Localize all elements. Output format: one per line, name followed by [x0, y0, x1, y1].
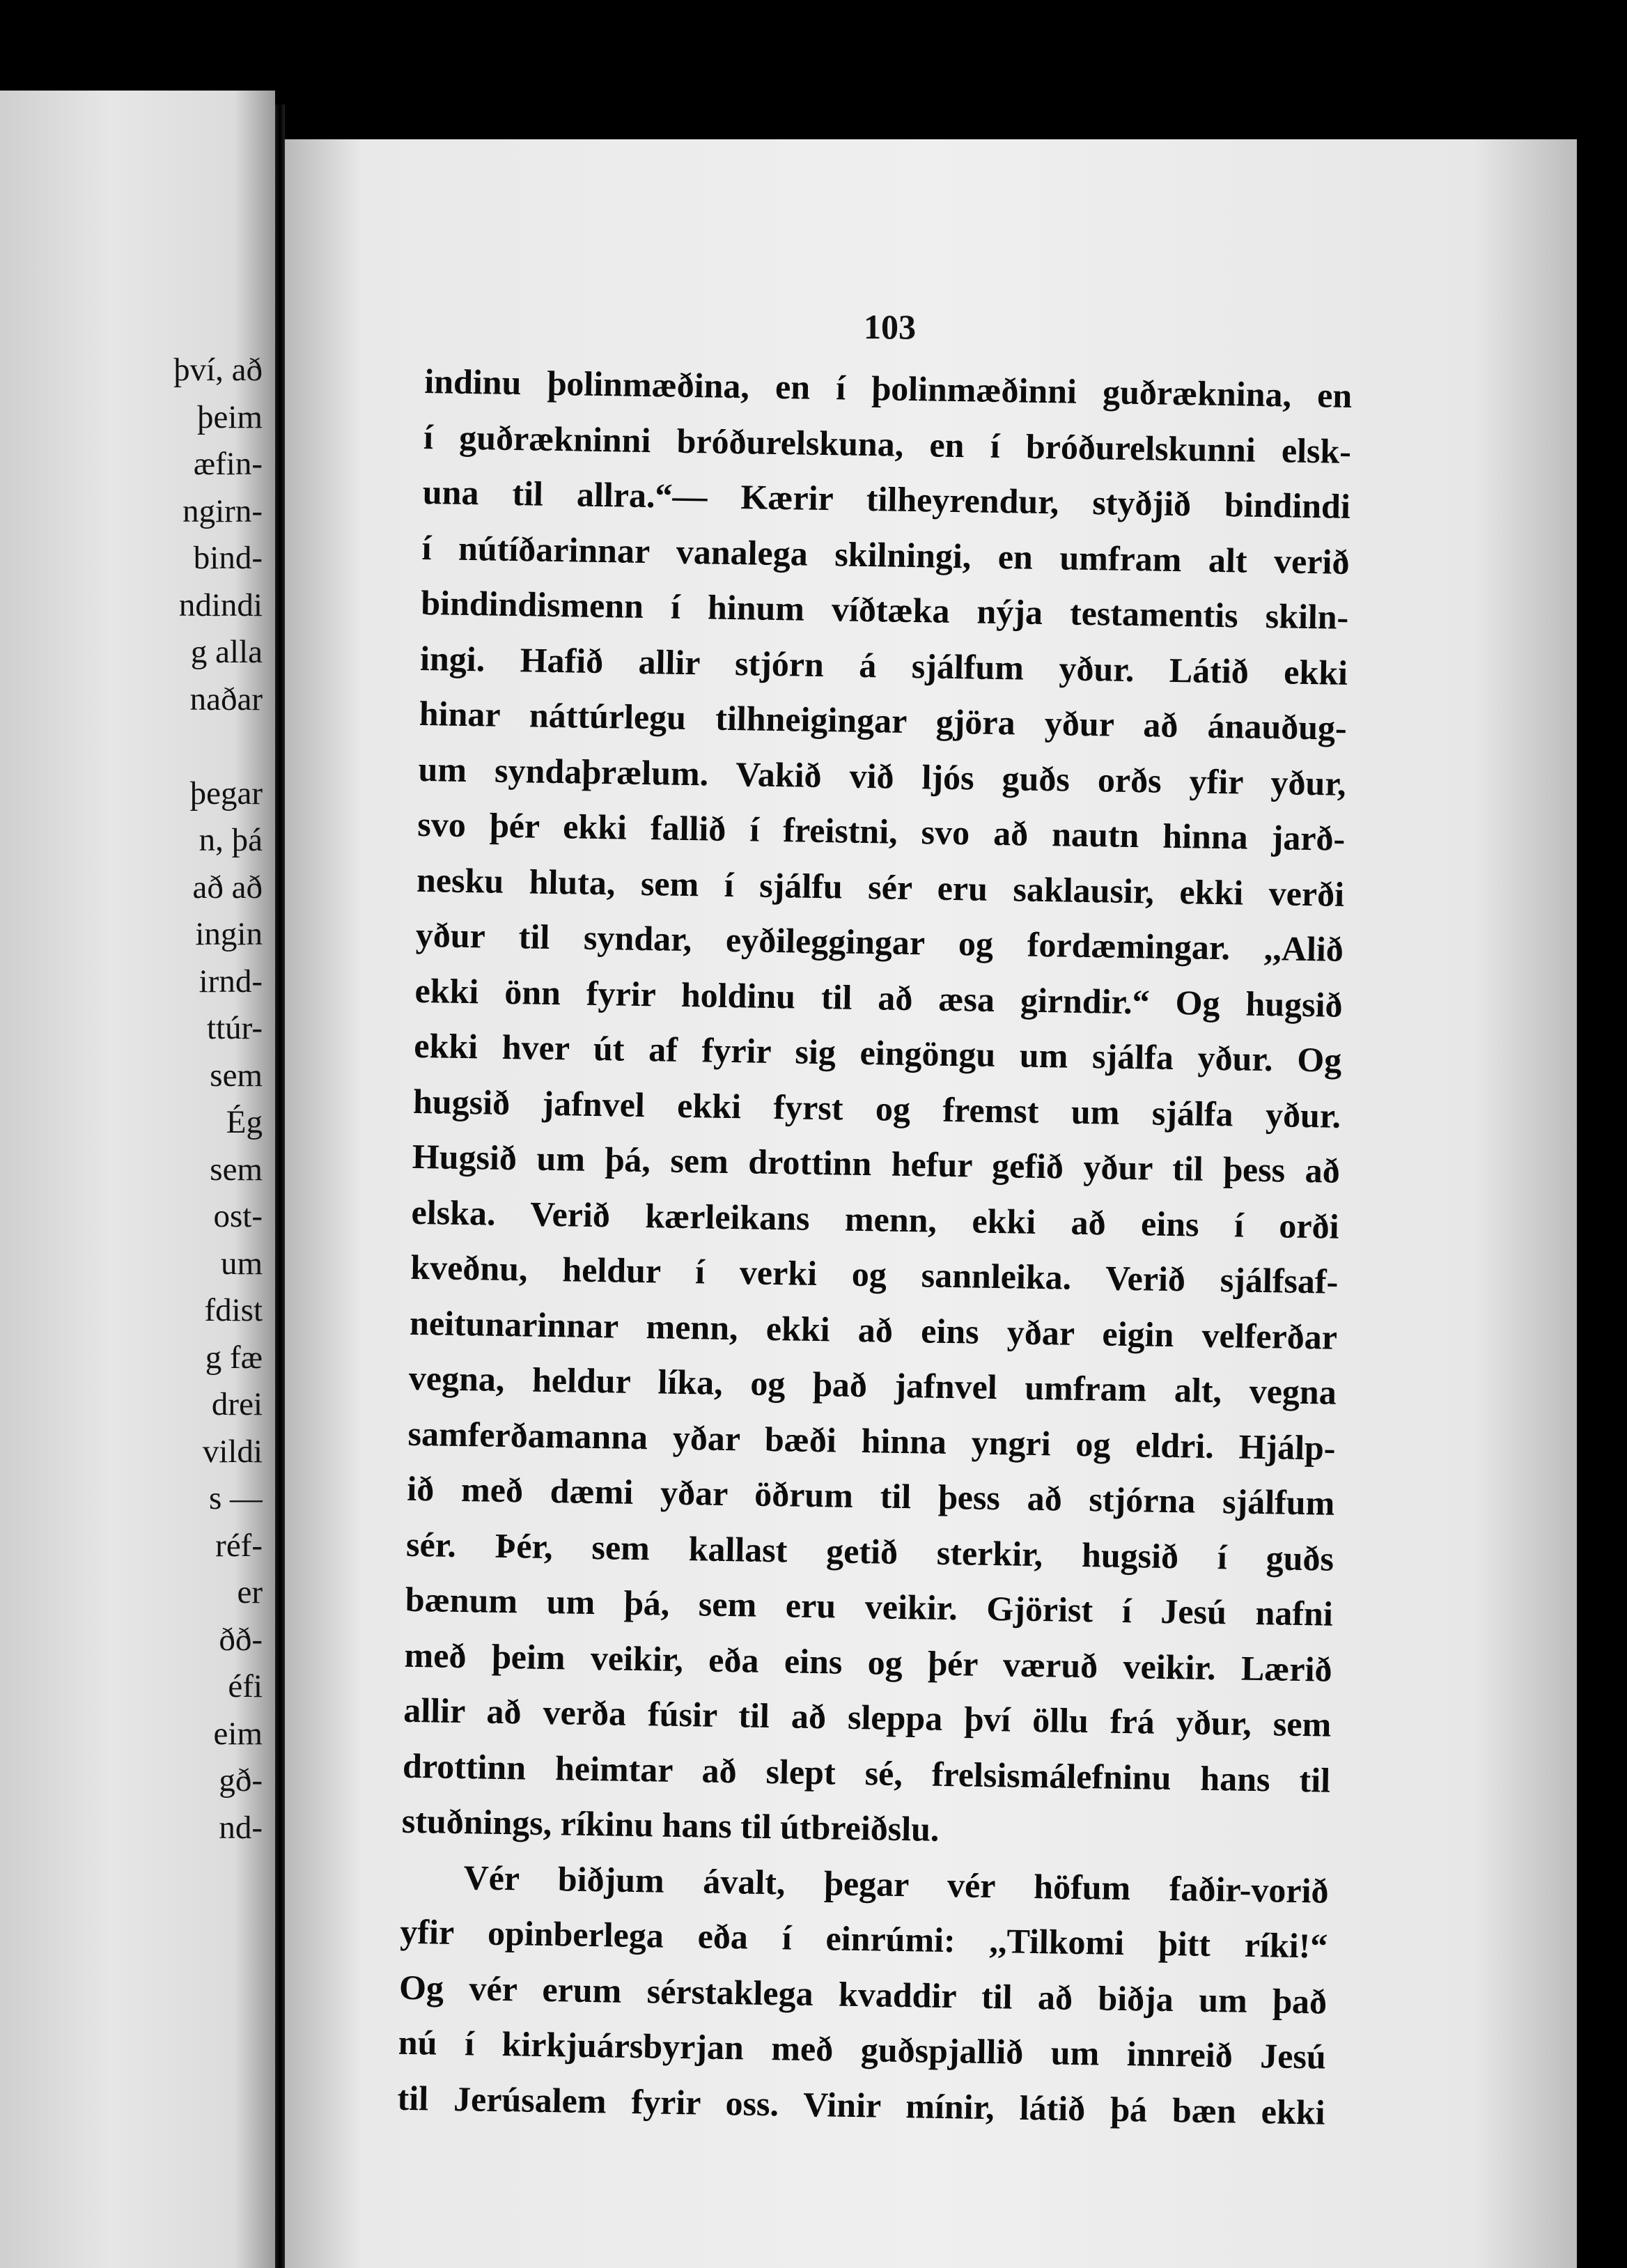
text-line: svo þér ekki fallið í freistni, svo að nautn hinna jarð-: [417, 804, 1346, 858]
previous-page-line: n, þá: [198, 822, 263, 858]
previous-page-line: sem: [210, 1057, 263, 1094]
previous-page-line: þegar: [189, 775, 263, 811]
text-line: allir að verða fúsir til að sleppa því öllu frá yður, sem: [403, 1690, 1332, 1744]
previous-page-line: s —: [208, 1480, 263, 1516]
text-line: til Jerúsalem fyrir oss. Vinir mínir, látið þá bæn ekki: [397, 2078, 1325, 2132]
previous-page-line: að að: [192, 869, 263, 906]
previous-page-line: réf-: [215, 1527, 263, 1564]
text-line: ekki hver út af fyrir sig eingöngu um sjálfa yður. Og: [413, 1025, 1342, 1080]
previous-page-line: ttúr-: [207, 1010, 263, 1046]
text-line: um syndaþrælum. Vakið við ljós guðs orðs yfir yður,: [418, 749, 1346, 803]
previous-page-line: ngirn-: [182, 492, 263, 529]
previous-page-line: [0, 723, 263, 770]
previous-page-line: drei: [211, 1386, 263, 1422]
page-body-text: [397, 354, 1353, 2141]
text-line: samferðamanna yðar bæði hinna yngri og eldri. Hjálp-: [407, 1413, 1336, 1468]
previous-page-line: er: [237, 1574, 263, 1610]
previous-page-line: ingin: [195, 916, 263, 952]
book-spine: [275, 104, 285, 2268]
text-line: hinar náttúrlegu tilhneigingar gjöra yður að ánauðug-: [419, 693, 1348, 747]
previous-page-line: ndindi: [178, 587, 263, 623]
text-line: una til allra.“— Kærir tilheyrendur, styðjið bindindi: [422, 472, 1351, 526]
previous-page-line: eim: [213, 1715, 263, 1752]
text-line: nesku hluta, sem í sjálfu sér eru saklausir, ekki verði: [416, 860, 1345, 914]
text-line: ekki önn fyrir holdinu til að æsa girndir.“ Og hugsið: [414, 970, 1343, 1025]
text-line: ið með dæmi yðar öðrum til þess að stjórna sjálfum: [406, 1468, 1335, 1523]
previous-page-line: Ég: [226, 1104, 263, 1140]
previous-page-line: bind-: [193, 540, 263, 576]
text-line: drottinn heimtar að slept sé, frelsismálefninu hans til: [402, 1746, 1331, 1800]
text-line: ingi. Hafið allir stjórn á sjálfum yður. Látið ekki: [419, 638, 1348, 692]
previous-page-line: ost-: [213, 1198, 263, 1234]
previous-page-line: naðar: [189, 681, 263, 717]
previous-page-line: vildi: [202, 1433, 263, 1470]
text-line: með þeim veikir, eða eins og þér væruð veikir. Lærið: [404, 1635, 1332, 1689]
page-edge-shadow: [1577, 139, 1627, 2268]
text-line: yfir opinberlega eða í einrúmi: ,,Tilkomi þitt ríki!“: [399, 1911, 1328, 1966]
previous-page-line: æfin-: [193, 446, 263, 482]
previous-page-line: irnd-: [198, 963, 263, 1000]
text-line: hugsið jafnvel ekki fyrst og fremst um sjálfa yður.: [412, 1081, 1341, 1135]
text-line: indinu þolinmæðina, en í þolinmæðinni guðræknina, en: [423, 361, 1353, 415]
previous-page-line: þeim: [197, 398, 263, 435]
text-line: bindindismenn í hinum víðtæka nýja testamentis skiln-: [420, 582, 1349, 637]
text-line: nú í kirkjuársbyrjan með guðspjallið um innreið Jesú: [398, 2022, 1327, 2076]
previous-page-line: því, að: [173, 352, 263, 388]
previous-page-text: [0, 347, 263, 1851]
text-line: yður til syndar, eyðileggingar og fordæmingar. ,,Alið: [415, 915, 1344, 969]
text-line: vegna, heldur líka, og það jafnvel umfram alt, vegna: [408, 1358, 1337, 1412]
previous-page-line: fdist: [204, 1292, 263, 1328]
previous-page-line: éfi: [228, 1668, 263, 1704]
text-line: elska. Verið kærleikans menn, ekki að eins í orði: [411, 1192, 1339, 1246]
text-line: í nútíðarinnar vanalega skilningi, en umfram alt verið: [421, 527, 1350, 582]
text-line: í guðrækninni bróðurelskuna, en í bróðurelskunni elsk-: [423, 417, 1352, 471]
previous-page-line: g fæ: [205, 1339, 263, 1376]
text-line: kveðnu, heldur í verki og sannleika. Verið sjálfsaf-: [410, 1247, 1339, 1301]
text-line: neitunarinnar menn, ekki að eins yðar eigin velferðar: [409, 1303, 1338, 1357]
text-line: Vér biðjum ávalt, þegar vér höfum faðir-vorið: [463, 1857, 1329, 1911]
text-line: bænum um þá, sem eru veikir. Gjörist í Jesú nafni: [405, 1579, 1334, 1633]
previous-page-line: g alla: [190, 634, 263, 670]
page-number: 103: [864, 307, 916, 346]
previous-page-line: ðð-: [219, 1621, 263, 1658]
text-line: stuðnings, ríkinu hans til útbreiðslu.: [401, 1801, 940, 1849]
previous-page-line: sem: [210, 1151, 263, 1188]
text-line: Og vér erum sérstaklega kvaddir til að biðja um það: [398, 1967, 1328, 2021]
text-line: sér. Þér, sem kallast getið sterkir, hugsið í guðs: [405, 1524, 1334, 1578]
text-line: Hugsið um þá, sem drottinn hefur gefið yður til þess að: [412, 1136, 1341, 1190]
previous-page-line: um: [220, 1245, 263, 1282]
previous-page-fragment: [0, 91, 275, 2268]
previous-page-line: nd-: [219, 1809, 263, 1846]
previous-page-line: gð-: [219, 1762, 263, 1799]
